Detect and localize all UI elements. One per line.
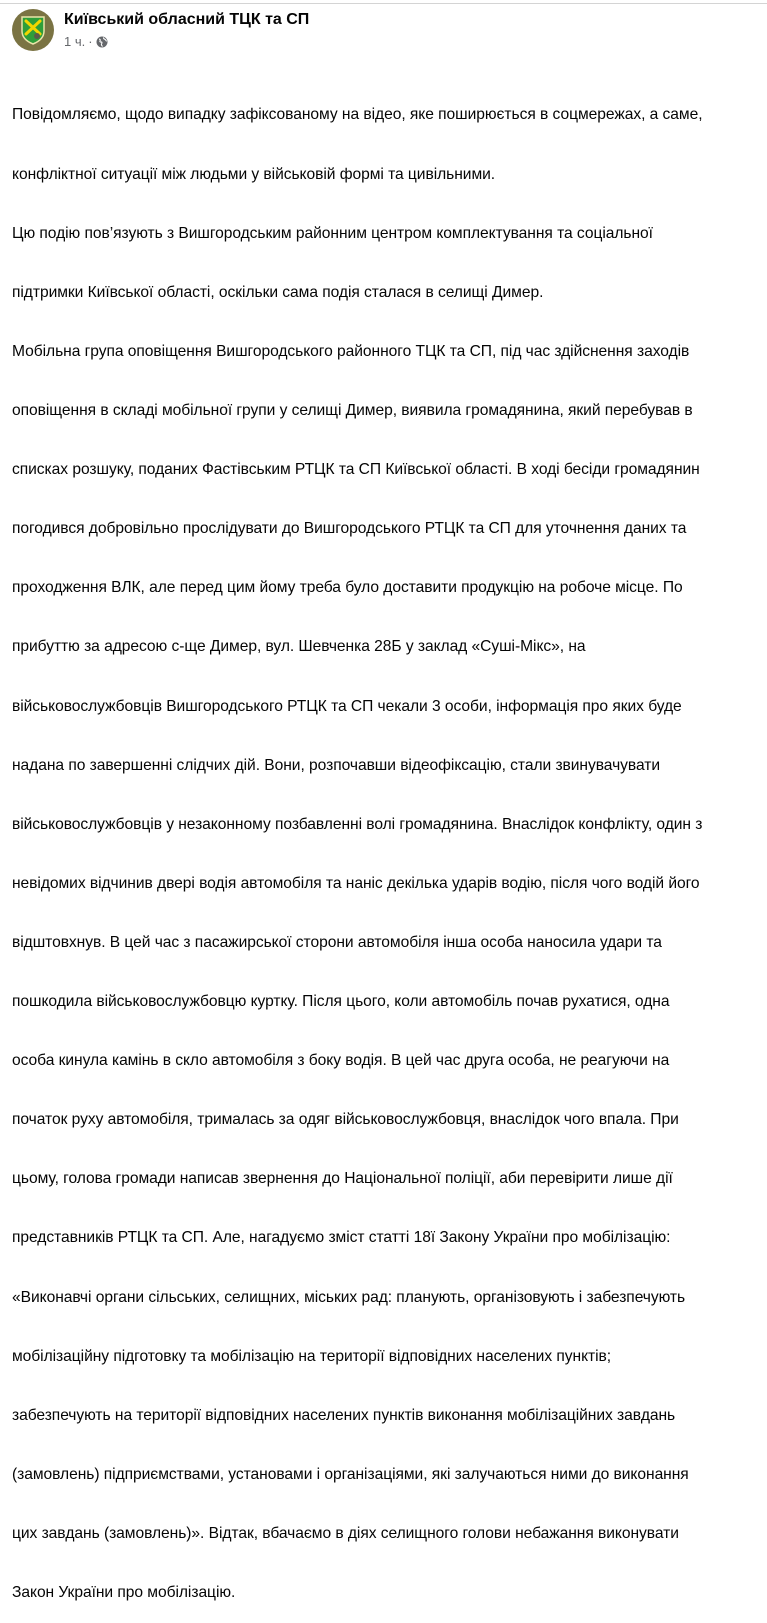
page-name-link[interactable]: Київський обласний ТЦК та СП: [64, 11, 310, 28]
post-text-line: (замовлень) підприємствами, установами і організаціями, які залучаються ними до виконання: [12, 1465, 689, 1483]
military-emblem-icon: [20, 15, 46, 45]
post-header: [12, 5, 309, 55]
post-text-line: надана по завершенні слідчих дій. Вони, розпочавши відеофіксацію, стали звинувачувати: [12, 756, 660, 774]
post-text-line: підтримки Київської області, оскільки сама подія сталася в селищі Димер.: [12, 283, 544, 301]
post-text-line: погодився добровільно прослідувати до Вишгородського РТЦК та СП для уточнення даних та: [12, 520, 687, 538]
post-text-line: відштовхнув. В цей час з пасажирської сторони автомобіля інша особа наносила удари та: [12, 933, 662, 951]
divider: [0, 3, 767, 4]
post-text-line: військовослужбовців у незаконному позбавленні волі громадянина. Внаслідок конфлікту, один з: [12, 815, 703, 833]
post-text-line: прибуттю за адресою с-ще Димер, вул. Шевченка 28Б у заклад «Суші-Мікс», на: [12, 638, 586, 656]
post-text-line: невідомих відчинив двері водія автомобіля та наніс декілька ударів водію, після чого водій його: [12, 874, 700, 892]
post-text-line: Закон України про мобілізацію.: [12, 1584, 236, 1602]
post-text-line: пошкодила військовослужбовцю куртку. Після цього, коли автомобіль почав рухатися, одна: [12, 993, 670, 1011]
post-text-line: конфліктної ситуації між людьми у військовій формі та цивільними.: [12, 165, 496, 183]
post-text-line: списках розшуку, поданих Фастівським РТЦК та СП Київської області. В ході бесіди громадянин: [12, 461, 700, 479]
globe-icon[interactable]: [96, 36, 108, 48]
post-text: [12, 66, 764, 1623]
post-text-line: представників РТЦК та СП. Але, нагадуємо зміст статті 18ї Закону України про мобілізацію:: [12, 1229, 671, 1247]
post-timestamp[interactable]: 1 ч.: [64, 34, 86, 49]
post-text-line: забезпечують на території відповідних населених пунктів виконання мобілізаційних завдань: [12, 1406, 676, 1424]
post-text-line: Повідомляємо, щодо випадку зафіксованому на відео, яке поширюється в соцмережах, а саме,: [12, 106, 703, 124]
post-text-line: Цю подію пов’язують з Вишгородським районним центром комплектування та соціальної: [12, 224, 653, 242]
post-text-line: мобілізаційну підготовку та мобілізацію на території відповідних населених пунктів;: [12, 1347, 612, 1365]
post-meta: [64, 33, 309, 50]
post-text-line: проходження ВЛК, але перед цим йому треба було доставити продукцію на робоче місце. По: [12, 579, 683, 597]
post-text-line: початок руху автомобіля, трималась за одяг військовослужбовця, внаслідок чого впала. При: [12, 1111, 679, 1129]
post-text-line: цьому, голова громади написав звернення до Національної поліції, аби перевірити лише дії: [12, 1170, 673, 1188]
post-text-line: оповіщення в складі мобільної групи у селищі Димер, виявила громадянина, який перебував в: [12, 401, 693, 419]
post-text-line: особа кинула камінь в скло автомобіля з боку водія. В цей час друга особа, не реагуючи на: [12, 1052, 670, 1070]
post-text-line: цих завдань (замовлень)». Відтак, вбачаємо в діях селищного голови небажання виконувати: [12, 1525, 679, 1543]
post-text-line: «Виконавчі органи сільських, селищних, міських рад: планують, організовують і забезпечують: [12, 1288, 686, 1306]
meta-separator: ·: [88, 34, 93, 49]
avatar[interactable]: [12, 9, 54, 51]
post-text-line: військовослужбовців Вишгородського РТЦК та СП чекали 3 особи, інформація про яких буде: [12, 697, 682, 715]
post-text-line: Мобільна група оповіщення Вишгородського районного ТЦК та СП, під час здійснення заходів: [12, 342, 690, 360]
